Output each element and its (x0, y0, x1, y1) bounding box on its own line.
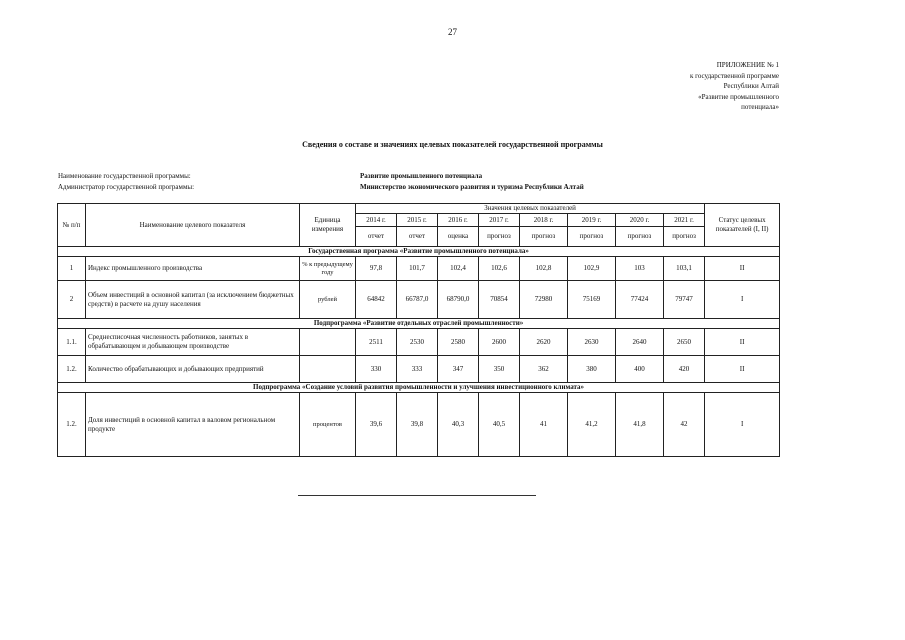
header-year: 2016 г. (438, 214, 479, 227)
table-row (58, 356, 780, 383)
row-name: Индекс промышленного производства (86, 257, 300, 281)
row-num: 1.2. (58, 393, 86, 457)
table-row (58, 257, 780, 281)
row-value: 380 (568, 356, 616, 383)
section-title: Подпрограмма «Развитие отдельных отраслей промышленности» (58, 319, 780, 329)
row-value: 39,6 (356, 393, 397, 457)
row-value: 2530 (397, 329, 438, 356)
header-kind: прогноз (616, 227, 664, 247)
row-value: 40,5 (479, 393, 520, 457)
row-value: 68790,0 (438, 281, 479, 319)
row-value: 41,2 (568, 393, 616, 457)
row-value: 103 (616, 257, 664, 281)
header-name: Наименование целевого показателя (86, 204, 300, 247)
row-name: Количество обрабатывающих и добывающих предприятий (86, 356, 300, 383)
row-value: 102,9 (568, 257, 616, 281)
row-unit: рублей (300, 281, 356, 319)
row-value: 42 (664, 393, 705, 457)
row-value: 41 (520, 393, 568, 457)
row-unit: процентов (300, 393, 356, 457)
row-unit (300, 356, 356, 383)
table-row (58, 329, 780, 356)
row-status: II (705, 257, 780, 281)
row-num: 1.1. (58, 329, 86, 356)
row-value: 2600 (479, 329, 520, 356)
row-value: 350 (479, 356, 520, 383)
appendix-line: «Развитие промышленного (698, 92, 779, 101)
section-title: Подпрограмма «Создание условий развития промышленности и улучшения инвестиционного климата» (58, 383, 780, 393)
row-value: 2650 (664, 329, 705, 356)
row-value: 333 (397, 356, 438, 383)
row-value: 2630 (568, 329, 616, 356)
program-admin-label: Администратор государственной программы: (58, 183, 195, 191)
row-value: 79747 (664, 281, 705, 319)
header-unit: Единица измерения (300, 204, 356, 247)
header-values-group: Значения целевых показателей (356, 204, 705, 214)
header-year: 2020 г. (616, 214, 664, 227)
row-num: 1 (58, 257, 86, 281)
row-value: 72980 (520, 281, 568, 319)
row-value: 39,8 (397, 393, 438, 457)
row-status: I (705, 393, 780, 457)
row-value: 102,8 (520, 257, 568, 281)
header-kind: оценка (438, 227, 479, 247)
appendix-line: потенциала» (741, 103, 779, 111)
row-value: 2580 (438, 329, 479, 356)
header-kind: прогноз (568, 227, 616, 247)
header-year: 2018 г. (520, 214, 568, 227)
table-row (58, 393, 780, 457)
row-value: 102,6 (479, 257, 520, 281)
row-value: 70854 (479, 281, 520, 319)
header-year: 2015 г. (397, 214, 438, 227)
row-value: 330 (356, 356, 397, 383)
indicators-table (57, 203, 780, 457)
row-value: 2640 (616, 329, 664, 356)
header-num: № п/п (58, 204, 86, 247)
row-status: I (705, 281, 780, 319)
row-value: 103,1 (664, 257, 705, 281)
header-kind: отчет (356, 227, 397, 247)
row-unit (300, 329, 356, 356)
row-status: II (705, 329, 780, 356)
header-year: 2014 г. (356, 214, 397, 227)
row-name: Среднесписочная численность работников, занятых в обрабатывающем и добывающем производстве (86, 329, 300, 356)
row-num: 2 (58, 281, 86, 319)
appendix-line: ПРИЛОЖЕНИЕ № 1 (716, 61, 779, 69)
row-num: 1.2. (58, 356, 86, 383)
header-kind: отчет (397, 227, 438, 247)
row-value: 97,8 (356, 257, 397, 281)
header-status: Статус целевых показателей (I, II) (705, 204, 780, 247)
footer-rule (298, 495, 536, 496)
header-kind: прогноз (479, 227, 520, 247)
program-admin-value: Министерство экономического развития и туризма Республики Алтай (360, 183, 584, 191)
row-value: 75169 (568, 281, 616, 319)
row-value: 40,3 (438, 393, 479, 457)
row-value: 400 (616, 356, 664, 383)
program-name-value: Развитие промышленного потенциала (360, 172, 483, 180)
row-status: II (705, 356, 780, 383)
appendix-line: к государственной программе (690, 71, 779, 80)
row-value: 66787,0 (397, 281, 438, 319)
appendix-line: Республики Алтай (723, 82, 779, 90)
row-value: 2511 (356, 329, 397, 356)
row-value: 2620 (520, 329, 568, 356)
header-kind: прогноз (664, 227, 705, 247)
row-value: 64842 (356, 281, 397, 319)
row-value: 347 (438, 356, 479, 383)
appendix-block (579, 60, 779, 113)
table-row (58, 281, 780, 319)
row-value: 41,8 (616, 393, 664, 457)
page-number: 27 (448, 27, 457, 37)
header-kind: прогноз (520, 227, 568, 247)
row-value: 102,4 (438, 257, 479, 281)
header-year: 2021 г. (664, 214, 705, 227)
row-value: 362 (520, 356, 568, 383)
row-name: Объем инвестиций в основной капитал (за исключением бюджетных средств) в расчете на душу населения (86, 281, 300, 319)
header-year: 2017 г. (479, 214, 520, 227)
row-unit: % к предыдущему году (300, 257, 356, 281)
row-value: 77424 (616, 281, 664, 319)
row-value: 101,7 (397, 257, 438, 281)
program-name-label: Наименование государственной программы: (58, 172, 191, 180)
document-title: Сведения о составе и значениях целевых показателей государственной программы (302, 140, 603, 149)
section-title: Государственная программа «Развитие промышленного потенциала» (58, 247, 780, 257)
header-year: 2019 г. (568, 214, 616, 227)
row-value: 420 (664, 356, 705, 383)
row-name: Доля инвестиций в основной капитал в валовом региональном продукте (86, 393, 300, 457)
